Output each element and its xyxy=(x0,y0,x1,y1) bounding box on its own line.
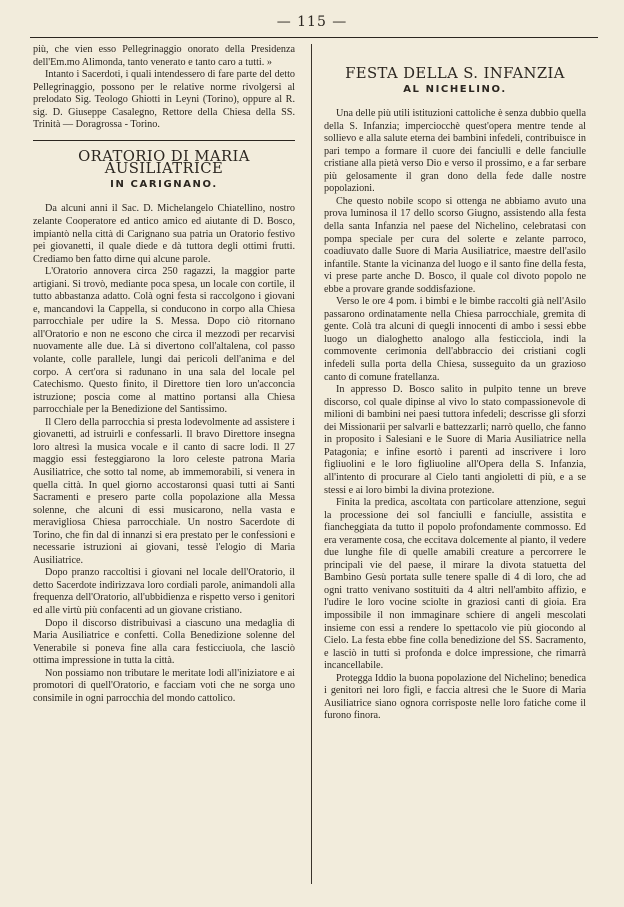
right-column xyxy=(324,44,586,723)
article-title: FESTA DELLA S. INFANZIA xyxy=(345,65,565,82)
body-paragraph: Da alcuni anni il Sac. D. Michelangelo Chiatellino, nostro zelante Cooperatore ed antico amico ed aiutante di D. Bosco, impiantò nella città di Carignano sua patria un Oratorio festivo pei giovanetti, il quale diede e dà tuttora degli ottimi frutti. Crediamo ben fatto dirne qui alcune parole. xyxy=(33,203,295,265)
body-paragraph: Verso le ore 4 pom. i bimbi e le bimbe raccolti già nell'Asilo passarono ordinatamente nella Chiesa parrocchiale, gremita di gente. Colà tra alcuni di quegli innocenti di ambo i sessi ebbe luogo un dialoghetto analogo alla festicciola, indi la commovente cerimonia dell'abbraccio dei cristiani cogli infedeli sulla porta della Chiesa, susseguito da un grazioso canto di comune fratellanza. xyxy=(324,296,586,383)
body-paragraph: L'Oratorio annovera circa 250 ragazzi, la maggior parte artigiani. Si trovò, mediante poca spesa, un locale con cortile, il tutto abbastanza adatto. Colà ogni festa si raccolgono i giovani e, mancandovi la Cappella, si conducono in corpo alla Chiesa parrocchiale per udire la S. Messa. Dopo ciò ritornano all'Oratorio e non ne escono che circa il mezzodì per recarvisi nuovamente alle due. Là si divertono coll'altalena, col passo volante, colle parallele, lungi dai pericoli dell'anima e del corpo. A cert'ora si radunano in una sala del locale pel Catechismo. Questo finito, il Direttore tien loro un'acconcia istruzione; poscia come al mattino portansi alla Chiesa parrocchiale per la Benedizione del Santissimo. xyxy=(33,266,295,416)
article-subtitle: AL NICHELINO. xyxy=(403,83,507,95)
body-paragraph: Non possiamo non tributare le meritate lodi all'iniziatore e ai promotori di quell'Oratorio, e facciam voti che ne sorga uno consimile in ogni parrocchia del mondo cattolico. xyxy=(33,667,295,704)
column-divider xyxy=(311,44,312,884)
page-number: — 115 — xyxy=(276,14,348,30)
body-paragraph: In appresso D. Bosco salito in pulpito tenne un breve discorso, col quale dipinse al vivo lo stato compassionevole di milioni di bambini nei paesi tuttora infedeli; descrisse gli sforzi dei Missionarii per salvarli e battezzarli; narrò quello, che fanno in proposito i Salesiani e le Suore di Maria Ausiliatrice nella Patagonia; e infine esortò i parenti ad inscrivere i loro figliuolini e le loro figliuoline all'Opera della S. Infanzia, all'intento di procurare al Cielo tanti angioletti di più, e a se stessi e ai loro bimbi la divina protezione. xyxy=(324,384,586,496)
body-paragraph: Una delle più utili istituzioni cattoliche è senza dubbio quella della S. Infanzia; imperciocchè quest'opera mentre tende al sollievo e alla salute eterna dei bambini infedeli, contribuisce in pari tempo a formare il cuore dei fanciulli e delle fanciulle cristiane alla pietà verso Dio e verso il prossimo, e a far serbare più gelosamente il gran dono della fede dalle nostre popolazioni. xyxy=(324,108,586,195)
left-column xyxy=(33,44,295,705)
section-rule xyxy=(33,140,295,141)
body-paragraph: Finita la predica, ascoltata con particolare attenzione, seguì la processione dei sol fanciulli e fanciulle, assistita e fiancheggiata da tutto il popolo profondamente commosso. Ed era veramente cosa, che eccitava dolcemente al pianto, il vedere due lunghe file di quelle amabili creature a percorrere le principali vie del paese, il mirare la divota statuetta del Bambino Gesù portata sulle tenere spalle di 4 di loro, che ad ogni tratto venivano sostituiti da 4 altri nell'ambito affizio, e l'udire le loro vocine sciolte in graziosi canti di gioia. Era impossibile il non immaginare schiere di angeli mescolati insieme con essi a rendere lo spettacolo vie più giocondo al Cielo. La festa ebbe fine colla benedizione del SS. Sacramento, e lasciò in tutti sì profonda e dolce impressione, che rimarrà incancellabile. xyxy=(324,497,586,672)
article-subtitle: IN CARIGNANO. xyxy=(110,178,218,190)
body-paragraph: Dopo il discorso distribuivasi a ciascuno una medaglia di Maria Ausiliatrice e confetti. Colla Benedizione solenne del Venerabile si poneva fine alla cara festicciuola, che lasciò ottima impressione in tutta la città. xyxy=(33,617,295,667)
body-paragraph: Il Clero della parrocchia si presta lodevolmente ad assistere i giovanetti, ad istruirli e confessarli. Il bravo Direttore insegna loro altresì la musica vocale e il canto di sacre lodi. Il 27 maggio essi festeggiarono la loro celeste patrona Maria Ausiliatrice, che sotto tal nome, ab immemorabili, si venera in quella città. In quel giorno accostaronsi quasi tutti ai Santi Sacramenti e presero parte colla popolazione alla Messa solenne, che alcuni di essi musicarono, nella vasta e meravigliosa Chiesa parrocchiale. Un nostro Sacerdote di Torino, che fin dal di innanzi si era prestato per le confessioni e necessarie istruzioni ai giovani, tessè l'elogio di Maria Ausiliatrice. xyxy=(33,416,295,566)
article-title: ORATORIO DI MARIA AUSILIATRICE xyxy=(78,147,250,178)
intro-paragraph: Intanto i Sacerdoti, i quali intendessero di fare parte del detto Pellegrinaggio, possono per le relative norme rivolgersi al prelodato Sig. Teologo Ghiotti in Leyni (Torino), oppure al R. sig. D. Giuseppe Casalegno, Rettore della Chiesa della SS. Trinità — Doragrossa - Torino. xyxy=(33,69,295,131)
body-paragraph: Dopo pranzo raccoltisi i giovani nel locale dell'Oratorio, il detto Sacerdote indirizzava loro cordiali parole, animandoli alla frequenza dell'Oratorio, all'ubbidienza e rispetto verso i genitori ed alle virtù più confacenti ad un giovane cristiano. xyxy=(33,567,295,616)
header-rule xyxy=(30,37,598,38)
body-paragraph: Protegga Iddio la buona popolazione del Nichelino; benedica i genitori nei loro figli, e faccia altresì che le Suore di Maria Ausiliatrice siano ognora corrisposte nelle loro fatiche come il furono finora. xyxy=(324,672,586,722)
body-paragraph: Che questo nobile scopo si ottenga ne abbiamo avuto una prova luminosa il 17 dello scorso Giugno, assistendo alla festa della santa Infanzia nel paese del Nichelino, celebratasi con pompa speciale per cura del solerte e zelante parroco, coadiuvato dalle Suore di Maria Ausiliatrice, maestre dell'asilo infantile. Stante la vicinanza del luogo e il santo fine della festa, vi prese parte anche D. Bosco, il quale col divoto popolo ne ebbe a provare grande soddisfazione. xyxy=(324,195,586,295)
intro-paragraph: più, che vien esso Pellegrinaggio onorato della Presidenza dell'Em.mo Alimonda, tanto venerato e tanto caro a tutti. » xyxy=(33,44,295,68)
